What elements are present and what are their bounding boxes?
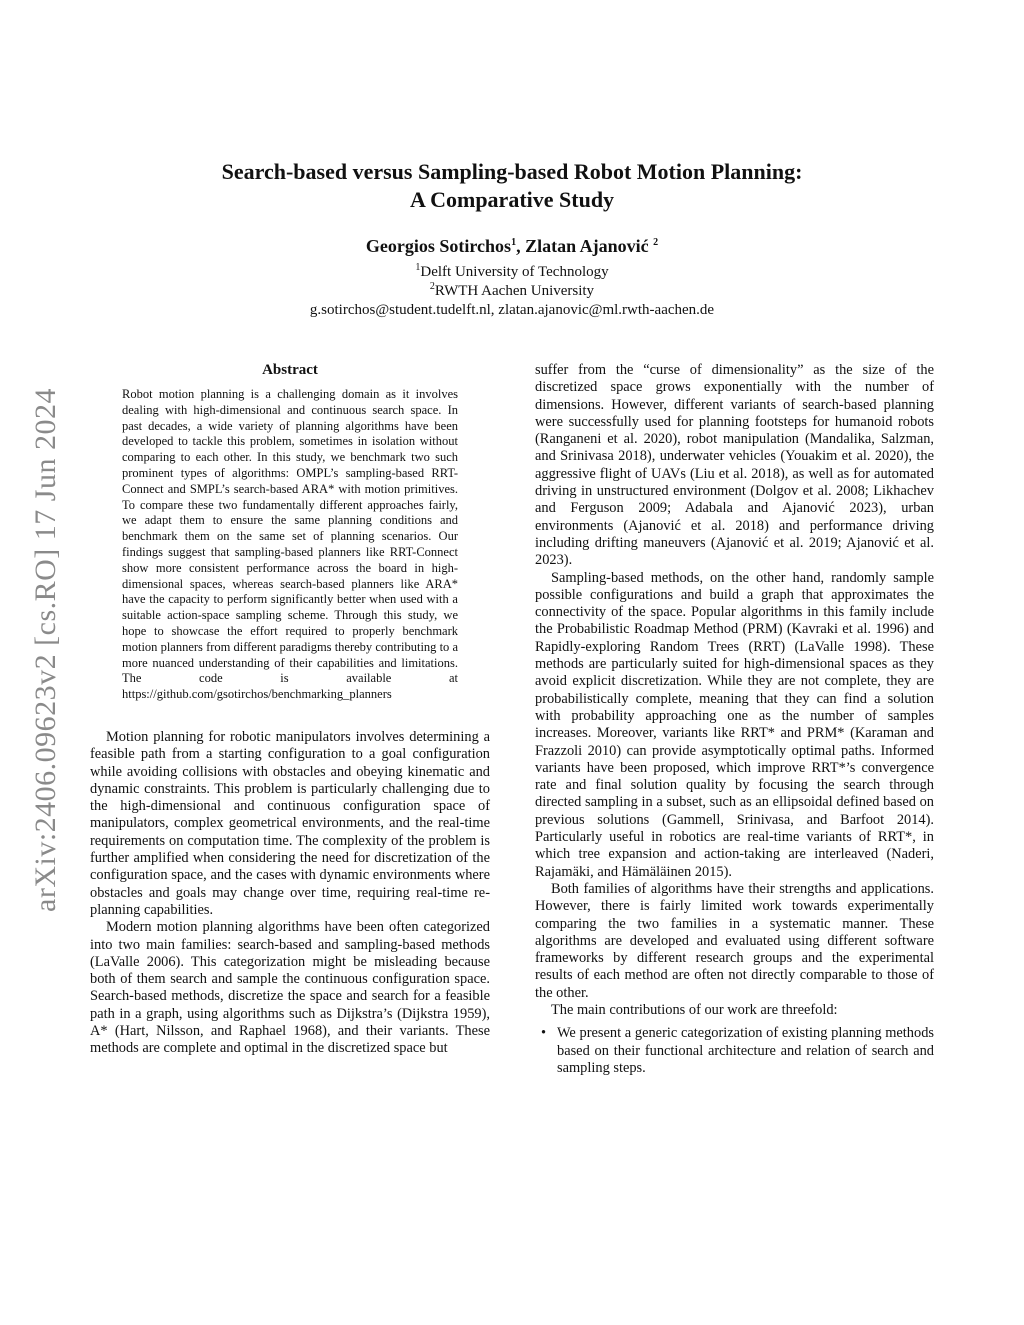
right-column	[535, 362, 934, 1077]
paper-title	[0, 158, 1024, 214]
body-paragraph: The main contributions of our work are threefold:	[551, 1001, 838, 1018]
paper-title-line-2: A Comparative Study	[409, 187, 615, 212]
list-item	[541, 1025, 934, 1077]
affiliation-name: RWTH Aachen University	[434, 283, 595, 299]
body-paragraph: suffer from the “curse of dimensionality” as the size of the discretized space grows exponentially with the number of dimensions. However, different variants of search-based planning were successfully used for planning footsteps for humanoid robots (Ranganeni et al. 2020), robot manipulation (Mandalika, Salzman, and Srinivasa 2018), underwater vehicles (Youakim et al. 2020), the aggressive flight of UAVs (Liu et al. 2018), as well as for automated driving in unstructured environment (Dolgov et al. 2008; Likhachev and Ferguson 2009; Adabala and Ajanović 2023), urban environments (Ajanović et al. 2018) and performance driving including drifting maneuvers (Ajanović et al. 2019; Ajanović et al. 2023).	[535, 362, 934, 569]
body-paragraph: Sampling-based methods, on the other hand, randomly sample possible configurations and build a graph that approximates the connectivity of the space. Popular algorithms in this family include the Probabilistic Roadmap Method (PRM) (Kavraki et al. 1996) and Rapidly-exploring Random Trees (RRT) (LaValle 1998). These methods are particularly suited for high-dimensional spaces as they avoid explicit discretization. While they are not complete, they are probabilistically complete, meaning that they can find a solution with probability approaching one as the number of samples increases. Moreover, variants like RRT* and PRM* (Karaman and Frazzoli 2010) can provide asymptotically optimal paths. Informed variants have been proposed, which improve RRT*’s convergence rate and final solution quality by focusing the search through directed sampling in a subset, such as an ellipsoidal defined based on previous solutions (Gammell, Srinivasa, and Barfoot 2014). Particularly useful in robotics are real-time variants of RRT*, in which tree expansion and action-taking are interleaved (Naderi, Rajamäki, and Hämäläinen 2015).	[535, 569, 934, 880]
body-paragraph: Both families of algorithms have their strengths and applications. However, there is fairly limited work towards experimentally comparing the two families in a systematic manner. These algorithms are developed and evaluated using different software frameworks by different research groups and the experimental results of each method are often not directly comparable to those of the other.	[535, 880, 934, 1001]
author-affiliation-mark: 1	[511, 237, 517, 248]
paper-title-line-1: Search-based versus Sampling-based Robot Motion Planning:	[221, 159, 803, 184]
affiliation-line	[0, 282, 1024, 301]
affiliation-mark: 2	[429, 281, 435, 292]
contributions-list	[535, 1025, 934, 1077]
author-separator: ,	[516, 236, 526, 256]
bullet-marker: •	[541, 1025, 547, 1042]
left-column	[90, 362, 490, 1058]
body-paragraph: Motion planning for robotic manipulators involves determining a feasible path from a starting configuration to a goal configuration while avoiding collisions with obstacles and obeying kinematic and dynamic constraints. This problem is particularly challenging due to the high-dimensional and continuous configuration space of manipulators, complex geometrical environments, and the real-time requirements on computation time. The complexity of the problem is further amplified when considering the need for discretization of the configuration space, and the cases with dynamic environments where obstacles and goals may change over time, requiring real-time re-planning capabilities.	[90, 728, 490, 918]
author-name: Georgios Sotirchos	[365, 236, 512, 256]
abstract-heading: Abstract	[262, 362, 318, 378]
abstract-text: Robot motion planning is a challenging domain as it involves dealing with high-dimensional and continuous search space. In past decades, a wide variety of planning algorithms have been developed to tackle this problem, sometimes in isolation without comparing to each other. In this study, we benchmark two such prominent types of algorithms: OMPL’s sampling-based RRT-Connect and SMPL’s search-based ARA* with motion primitives. To compare these two fundamentally different approaches fairly, we adapt them to ensure the same planning conditions and benchmark them on the same set of planning scenarios. Our findings suggest that sampling-based planners like RRT-Connect show more consistent performance across the board in high-dimensional spaces, whereas search-based planners like ARA* have the capacity to perform significantly better when used with a suitable action-space sampling scheme. Through this study, we hope to showcase the effort required to properly benchmark motion planners from different paradigms thereby contributing to a more nuanced understanding of their capabilities and limitations. The code is available at https://github.com/gsotirchos/benchmarking_planners	[122, 387, 458, 702]
affiliation-line	[0, 263, 1024, 282]
body-paragraph: Modern motion planning algorithms have been often categorized into two main families: search-based and sampling-based methods (LaValle 2006). This categorization might be misleading because both of them search and sample the continuous configuration space. Search-based methods, discretize the space and search for a feasible path in a graph, using algorithms such as Dijkstra’s (Dijkstra 1959), A* (Hart, Nilsson, and Raphael 1968), and their variants. These methods are complete and optimal in the discretized space but	[90, 919, 490, 1057]
arxiv-identifier: arXiv:2406.09623v2 [cs.RO] 17 Jun 2024	[29, 388, 62, 912]
list-item-text: We present a generic categorization of existing planning methods based on their functional architecture and relation of search and sampling steps.	[557, 1025, 934, 1076]
author-name: Zlatan Ajanović	[525, 236, 649, 256]
author-affiliation-mark: 2	[653, 237, 659, 248]
author-list	[0, 235, 1024, 257]
affiliation-name: Delft University of Technology	[420, 264, 609, 280]
affiliation-mark: 1	[415, 262, 421, 273]
affiliations	[0, 263, 1024, 320]
arxiv-sidebar	[22, 350, 70, 950]
author-emails: g.sotirchos@student.tudelft.nl, zlatan.ajanovic@ml.rwth-aachen.de	[309, 302, 715, 318]
